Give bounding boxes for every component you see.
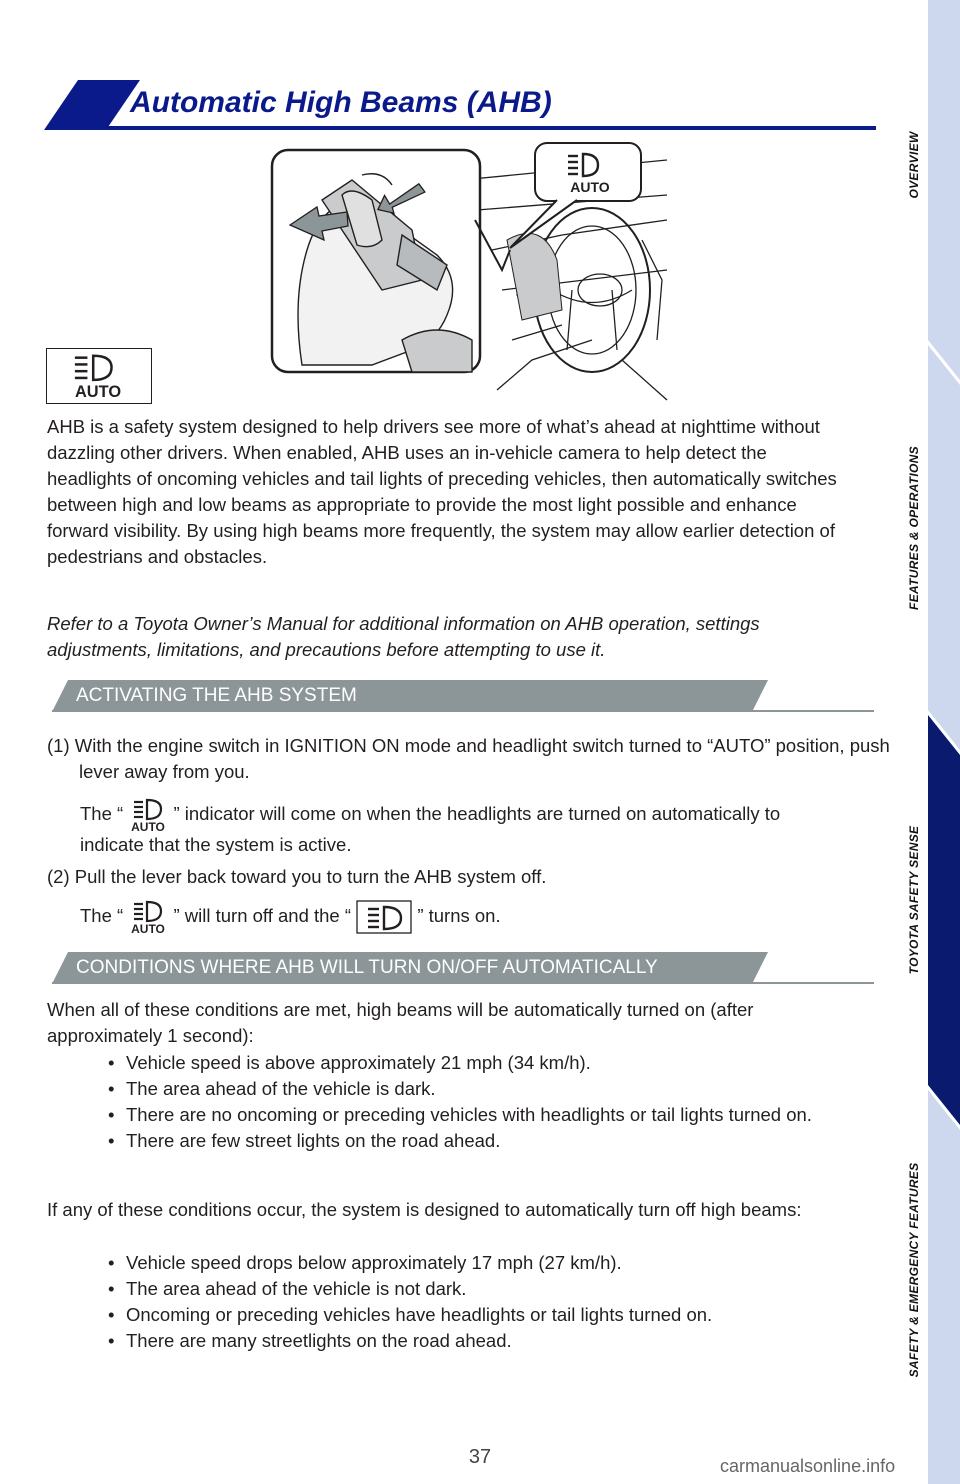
step-2-note-middle: ” will turn off and the “ xyxy=(173,904,352,926)
conditions-off-intro: If any of these conditions occur, the system is designed to automatically turn off high beams: xyxy=(47,1199,802,1220)
tab-label: OVERVIEW xyxy=(907,131,921,199)
conditions-on-list xyxy=(108,1050,848,1154)
list-item: • The area ahead of the vehicle is dark. xyxy=(108,1076,848,1102)
list-item: • Oncoming or preceding vehicles have headlights or tail lights turned on. xyxy=(108,1302,848,1328)
list-item: • The area ahead of the vehicle is not dark. xyxy=(108,1276,848,1302)
tab-label: FEATURES & OPERATIONS xyxy=(907,446,921,610)
list-item: • Vehicle speed drops below approximately 17 mph (27 km/h). xyxy=(108,1250,848,1276)
list-item: • There are many streetlights on the road ahead. xyxy=(108,1328,848,1354)
section-title-activating: ACTIVATING THE AHB SYSTEM xyxy=(76,685,357,706)
list-item: • Vehicle speed is above approximately 21 mph (34 km/h). xyxy=(108,1050,848,1076)
ahb-auto-inline-icon xyxy=(128,798,168,832)
section-header-activating xyxy=(52,680,874,712)
svg-text:AUTO: AUTO xyxy=(570,179,610,195)
conditions-off-list xyxy=(108,1250,848,1354)
svg-text:AUTO: AUTO xyxy=(74,383,122,402)
list-item: • There are few street lights on the road ahead. xyxy=(108,1128,848,1154)
ahb-auto-icon xyxy=(46,348,152,404)
high-beam-indicator-icon xyxy=(356,900,412,934)
step-2: (2) Pull the lever back toward you to turn the AHB system off. xyxy=(47,866,547,887)
step-1-note-suffix: ” indicator will come on when the headlights are turned on automatically to indicate that the system is active. xyxy=(80,802,781,855)
list-item: • There are no oncoming or preceding vehicles with headlights or tail lights turned on. xyxy=(108,1102,848,1128)
svg-text:AUTO: AUTO xyxy=(131,922,166,934)
owners-manual-reference: Refer to a Toyota Owner’s Manual for additional information on AHB operation, settings adjustments, limitations, and precautions before attempting to use it. xyxy=(47,613,760,660)
conditions-on-intro: When all of these conditions are met, high beams will be automatically turned on (after approximately 1 second): xyxy=(47,999,754,1046)
section-title-conditions: CONDITIONS WHERE AHB WILL TURN ON/OFF AUTOMATICALLY xyxy=(76,957,658,978)
ahb-auto-inline-icon xyxy=(128,900,168,934)
page-title: Automatic High Beams (AHB) xyxy=(130,86,552,119)
sidebar-tabs xyxy=(928,0,960,1484)
page-number: 37 xyxy=(468,1446,492,1468)
tab-label: SAFETY & EMERGENCY FEATURES xyxy=(907,1162,921,1378)
step-2-note xyxy=(80,900,840,934)
step-2-note-prefix: The “ xyxy=(80,904,124,926)
ahb-lever-illustration xyxy=(262,140,672,404)
tab-label: TOYOTA SAFETY SENSE xyxy=(907,825,921,975)
watermark: carmanualsonline.info xyxy=(720,1456,896,1476)
section-header-conditions xyxy=(52,952,874,984)
step-2-note-suffix: ” turns on. xyxy=(417,904,501,926)
intro-paragraph: AHB is a safety system designed to help drivers see more of what’s ahead at nighttime without dazzling other drivers. When enabled, AHB uses an in-vehicle camera to help detect the headlights of oncoming vehicles and tail lights of preceding vehicles, then automatically switches between high and low beams as appropriate to provide the most light possible and enhance forward visibility. By using high beams more frequently, the system may allow earlier detection of pedestrians and obstacles. xyxy=(47,416,837,567)
step-1: (1) With the engine switch in IGNITION ON mode and headlight switch turned to “AUTO” position, push lever away from you. xyxy=(47,735,890,782)
step-1-note xyxy=(80,798,840,858)
step-1-note-prefix: The “ xyxy=(80,802,124,824)
svg-text:AUTO: AUTO xyxy=(131,820,166,832)
